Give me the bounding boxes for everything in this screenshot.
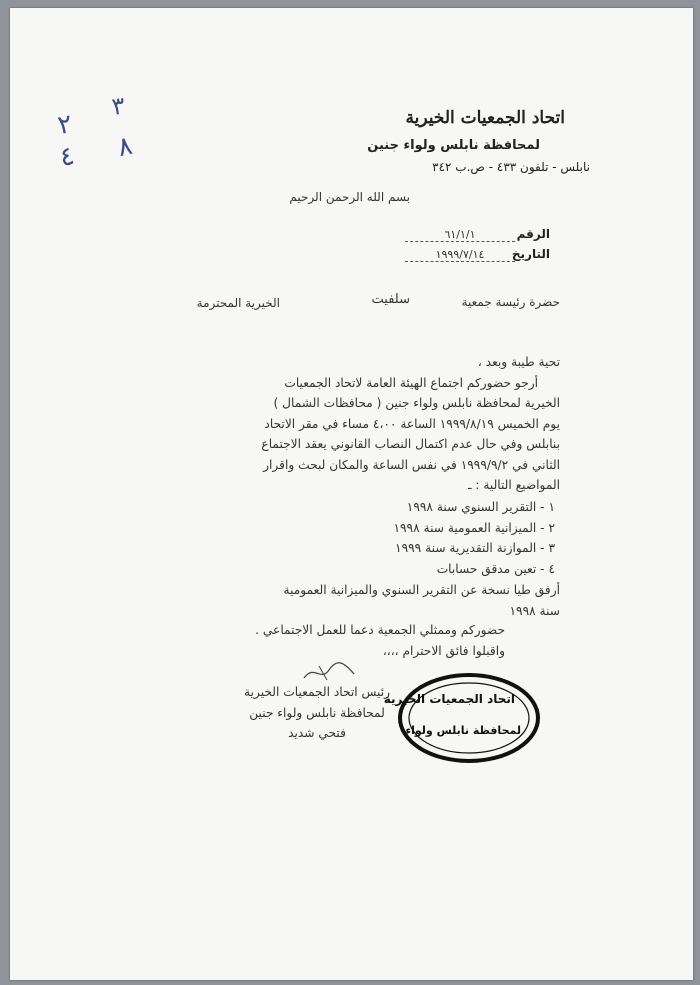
reference-date-label: التاريخ <box>511 247 550 261</box>
letterhead-contact: نابلس - تلفون ٤٣٣ - ص.ب ٣٤٢ <box>432 160 590 174</box>
signature-title: رئيس اتحاد الجمعيات الخيرية <box>244 685 390 699</box>
greeting: تحية طيبة وبعد ، <box>477 355 560 369</box>
letterhead-governorate: لمحافظة نابلس ولواء جنين <box>367 138 540 153</box>
margin-mark: ٣ <box>110 91 127 121</box>
stamp-line: اتحاد الجمعيات الخيرية <box>383 692 515 706</box>
body-line: المواضيع التالية : ـ <box>467 478 560 492</box>
signature-title: لمحافظة نابلس ولواء جنين <box>249 705 385 720</box>
agenda-item: ٢ - الميزانية العمومية سنة ١٩٩٨ <box>393 520 555 535</box>
body-line: يوم الخميس ١٩٩٩/٨/١٩ الساعة ٤،٠٠ مساء في مقر الاتحاد <box>264 416 560 431</box>
addressee-name: سلفيت <box>371 292 410 307</box>
handwritten-signature <box>299 660 359 686</box>
agenda-item: ١ - التقرير السنوي سنة ١٩٩٨ <box>406 500 555 514</box>
closing-line: واقبلوا فائق الاحترام ،،،، <box>382 643 505 658</box>
closing <box>255 620 505 661</box>
official-stamp <box>383 672 541 764</box>
body-line: الخيرية لمحافظة نابلس ولواء جنين ( محافظات الشمال ) <box>273 396 560 410</box>
reference-date-value: ١٩٩٩/٧/١٤ <box>405 248 515 262</box>
margin-mark: ٢ <box>55 109 75 141</box>
signature-name: فتحي شديد <box>288 726 346 740</box>
body-line: الثاني في ١٩٩٩/٩/٢ في نفس الساعة والمكان لبحث واقرار <box>263 457 560 472</box>
agenda-item: ٤ - تعين مدقق حسابات <box>436 561 555 576</box>
margin-mark: ٤ <box>57 140 77 174</box>
reference-number-label: الرقم <box>516 227 550 241</box>
attachment-line: سنة ١٩٩٨ <box>509 603 560 618</box>
letterhead-org-name: اتحاد الجمعيات الخيرية <box>405 108 565 128</box>
body-line: أرجو حضوركم اجتماع الهيئة العامة لاتحاد الجمعيات <box>284 375 538 390</box>
addressee-suffix: الخيرية المحترمة <box>196 296 280 310</box>
margin-mark: ٨ <box>115 130 135 164</box>
attachment-line: أرفق طيا نسخة عن التقرير السنوي والميزانية العمومية <box>283 583 560 597</box>
body-line: بنابلس وفي حال عدم اكتمال النصاب القانوني يعقد الاجتماع <box>261 437 560 451</box>
signature-block <box>244 682 390 744</box>
reference-number-value: ٦١/١/١ <box>405 228 515 242</box>
letter-body <box>135 352 560 496</box>
basmala: بسم الله الرحمن الرحيم <box>289 190 410 204</box>
closing-line: حضوركم وممثلي الجمعية دعما للعمل الاجتماعي . <box>255 623 505 637</box>
attachment-note <box>284 580 560 621</box>
agenda-item: ٣ - الموازنة التقديرية سنة ١٩٩٩ <box>395 541 555 555</box>
stamp-line: لمحافظة نابلس ولواء <box>405 724 521 737</box>
agenda-list <box>393 497 555 579</box>
addressee-prefix: حضرة رئيسة جمعية <box>461 295 560 309</box>
